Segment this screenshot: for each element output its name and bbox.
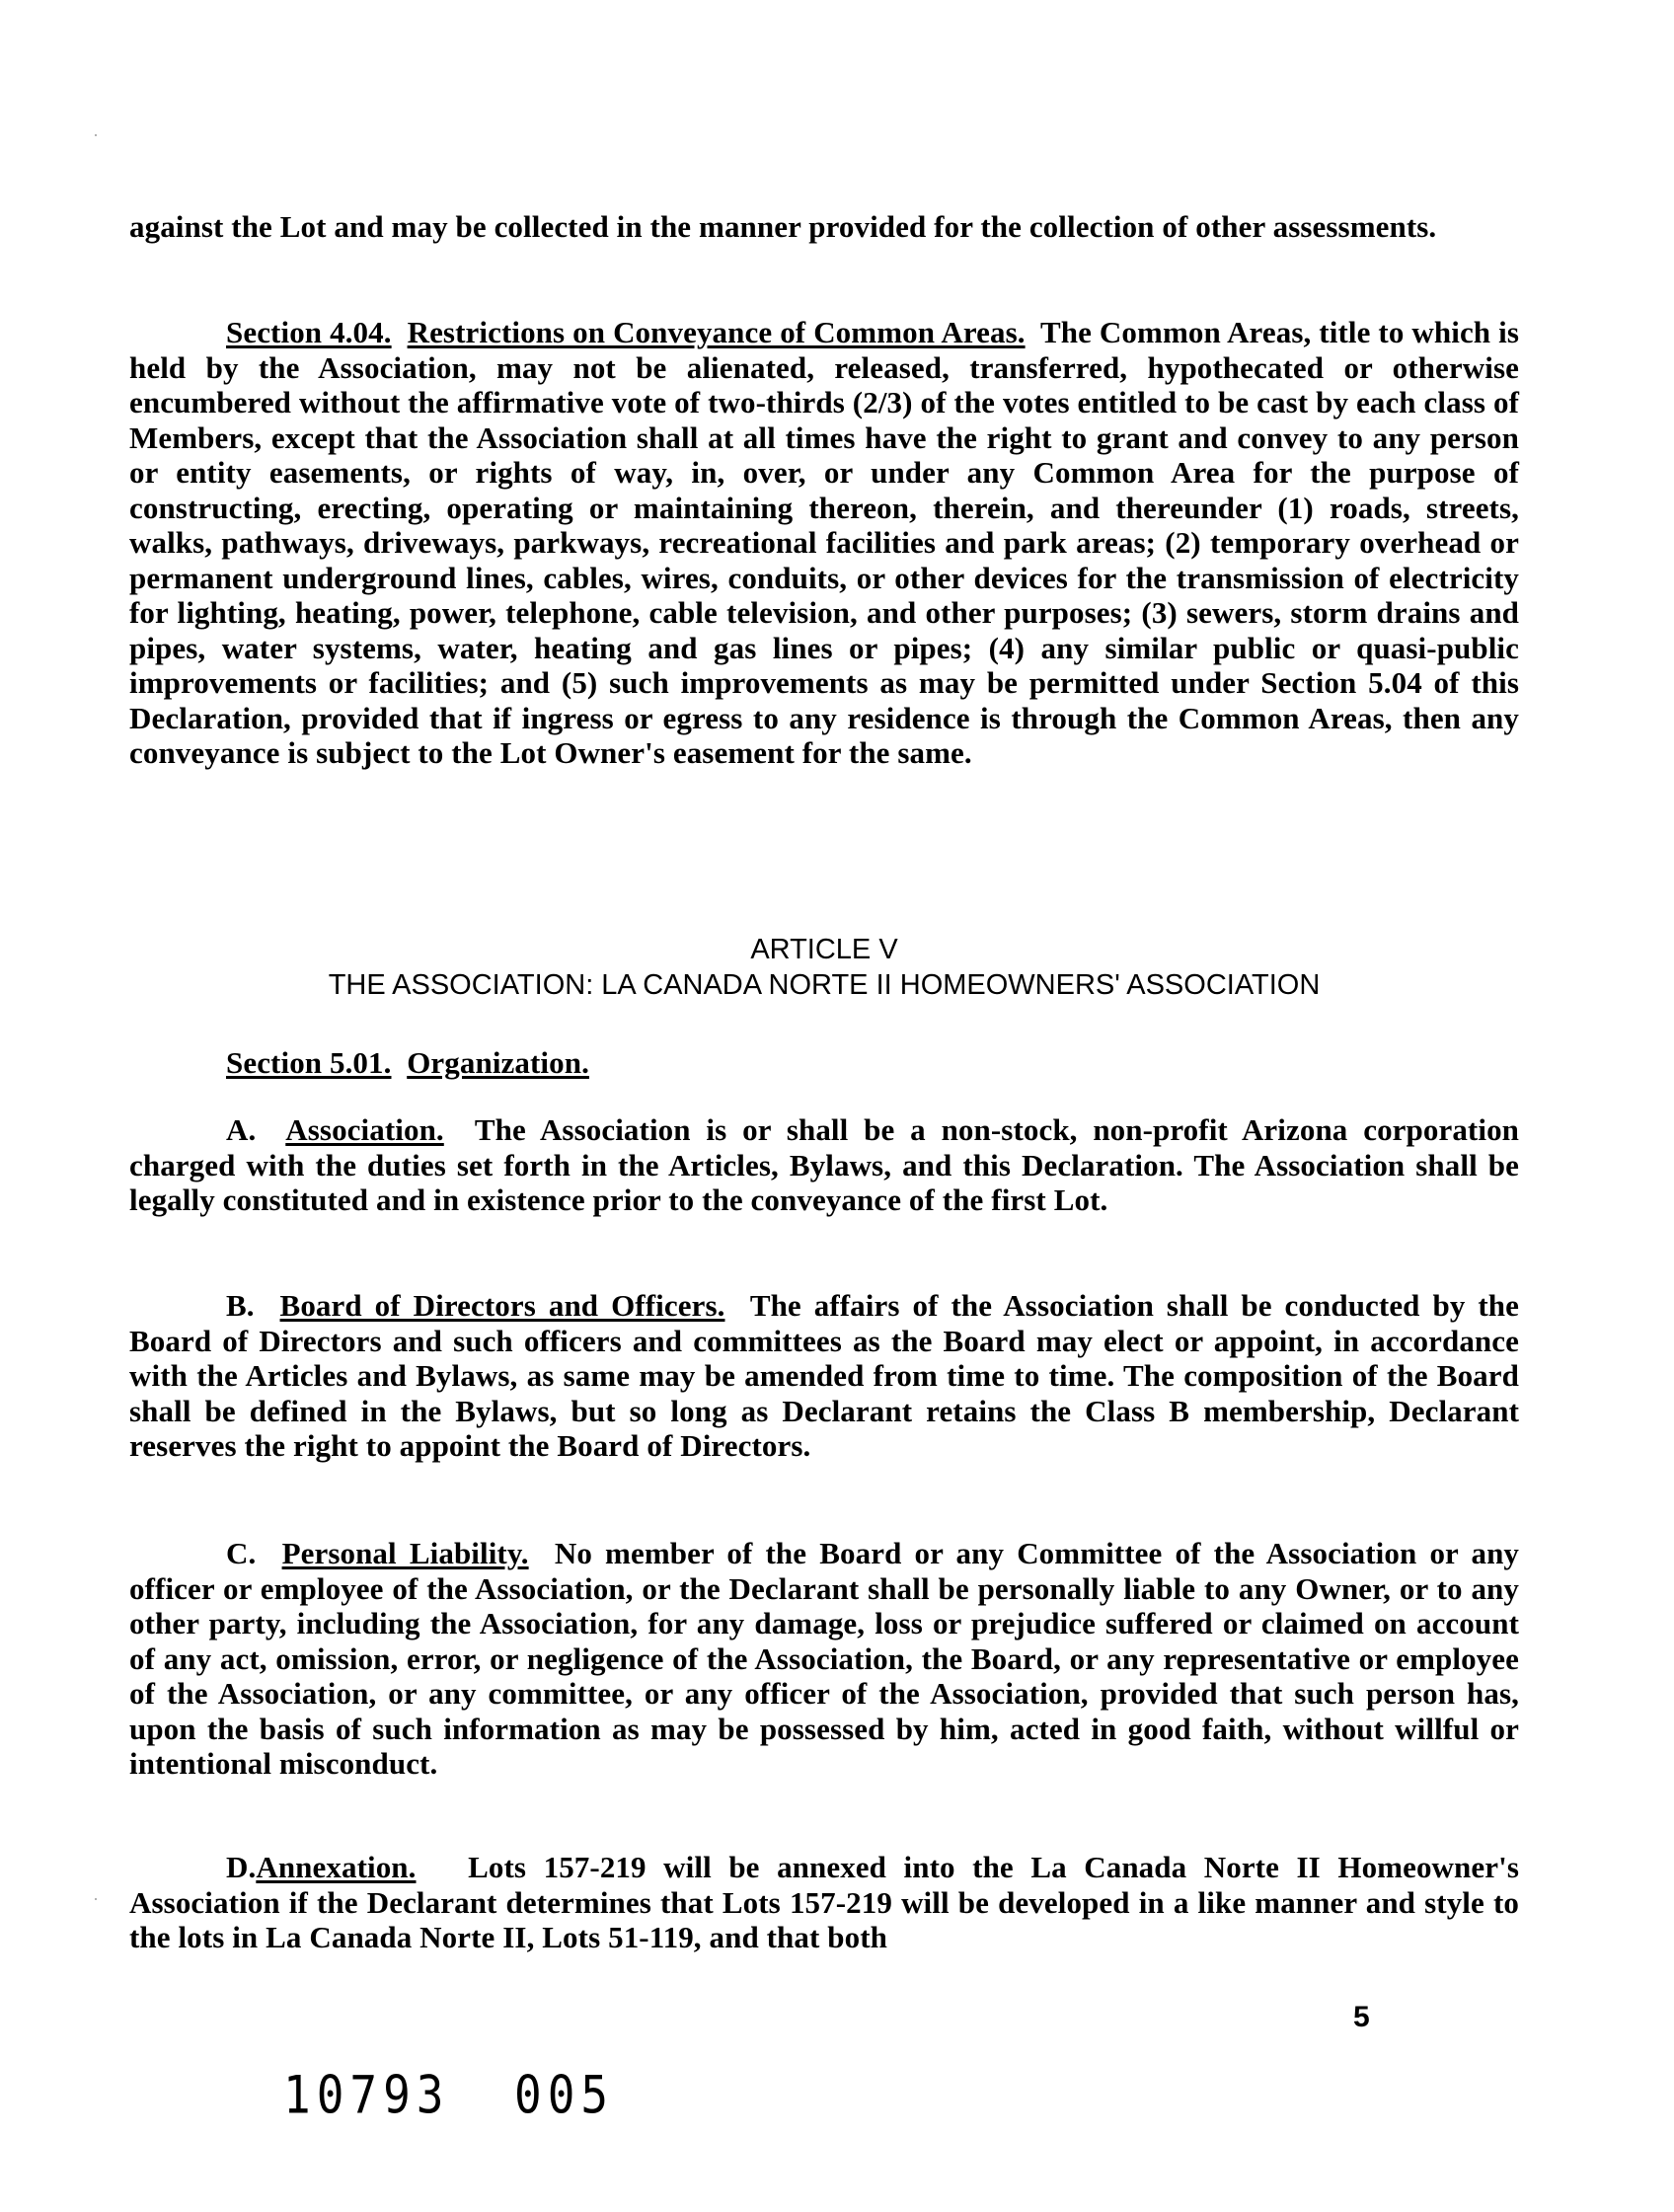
section-5-01-number: Section 5.01. xyxy=(226,1045,392,1080)
item-b-letter: B. xyxy=(226,1288,255,1323)
section-4-04-number: Section 4.04. xyxy=(226,315,392,349)
item-d-title: Annexation. xyxy=(256,1850,417,1884)
recording-stamp-book: 10793 xyxy=(283,2063,450,2126)
item-b-text: The affairs of the Association shall be conducted by the Board of Directors and such officers and committees as the Board may elect or appoint, in accordance with the Articles and Bylaws, as same may be amended from time to time. The composition of the Board shall be defined in the Bylaws, but so long as Declarant retains the Class B membership, Declarant reserves the right to appoint the Board of Directors. xyxy=(129,1288,1519,1463)
article-title: THE ASSOCIATION: LA CANADA NORTE II HOMEOWNERS' ASSOCIATION xyxy=(328,969,1321,1001)
item-a-letter: A. xyxy=(226,1112,257,1147)
recording-stamp-page: 005 xyxy=(514,2063,615,2126)
item-d-text: Lots 157-219 will be annexed into the La Canada Norte II Homeowner's Association if the Declarant determines that Lots 157-219 will be developed in a like manner and style to the lots in La Canada Norte II, Lots 51-119, and that both xyxy=(129,1850,1519,1954)
item-c-title: Personal Liability. xyxy=(281,1536,529,1570)
section-5-01 xyxy=(129,1045,1519,1081)
section-5-01-title: Organization. xyxy=(407,1045,589,1080)
article-heading xyxy=(129,932,1519,1003)
section-4-04-title: Restrictions on Conveyance of Common Areas. xyxy=(407,315,1026,349)
item-c-letter: C. xyxy=(226,1536,257,1570)
scan-speck xyxy=(95,1898,97,1900)
article-label: ARTICLE V xyxy=(750,934,898,965)
item-a xyxy=(129,1112,1519,1218)
scan-speck xyxy=(95,134,97,136)
item-c xyxy=(129,1536,1519,1782)
item-a-text: The Association is or shall be a non-stock, non-profit Arizona corporation charged with the duties set forth in the Articles, Bylaws, and this Declaration. The Association shall be legally constituted and in existence prior to the conveyance of the first Lot. xyxy=(129,1112,1520,1217)
item-d xyxy=(129,1850,1519,1955)
section-4-04-text: The Common Areas, title to which is held by the Association, may not be alienated, released, transferred, hypothecated or otherwise encumbered without the affirmative vote of two-thirds (2/3) of the votes entitled to be cast by each class of Members, except that the Association shall at all times have the right to grant and convey to any person or entity easements, or rights of way, in, over, or under any Common Area for the purpose of constructing, erecting, operating or maintaining thereon, therein, and thereunder (1) roads, streets, walks, pathways, driveways, parkways, recreational facilities and park areas; (2) temporary overhead or permanent underground lines, cables, wires, conduits, or other devices for the transmission of electricity for lighting, heating, power, telephone, cable television, and other purposes; (3) sewers, storm drains and pipes, water systems, water, heating and gas lines or pipes; (4) any similar public or quasi-public improvements or facilities; and (5) such improvements as may be permitted under Section 5.04 of this Declaration, provided that if ingress or egress to any residence is through the Common Areas, then any conveyance is subject to the Lot Owner's easement for the same. xyxy=(129,315,1520,770)
item-a-title: Association. xyxy=(285,1112,444,1147)
item-b xyxy=(129,1288,1519,1464)
paragraph-continuation: against the Lot and may be collected in the manner provided for the collection of other assessments. xyxy=(129,209,1437,244)
page-number: 5 xyxy=(1353,2001,1370,2033)
section-4-04 xyxy=(129,315,1519,771)
item-d-letter: D. xyxy=(226,1850,257,1884)
item-b-title: Board of Directors and Officers. xyxy=(279,1288,725,1323)
item-c-text: No member of the Board or any Committee of the Association or any officer or employee of the Association, or the Declarant shall be personally liable to any Owner, or to any other party, including the Association, for any damage, loss or prejudice suffered or claimed on account of any act, omission, error, or negligence of the Association, the Board, or any representative or employee of the Association, or any committee, or any officer of the Association, provided that such person has, upon the basis of such information as may be possessed by him, acted in good faith, without willful or intentional misconduct. xyxy=(129,1536,1520,1781)
